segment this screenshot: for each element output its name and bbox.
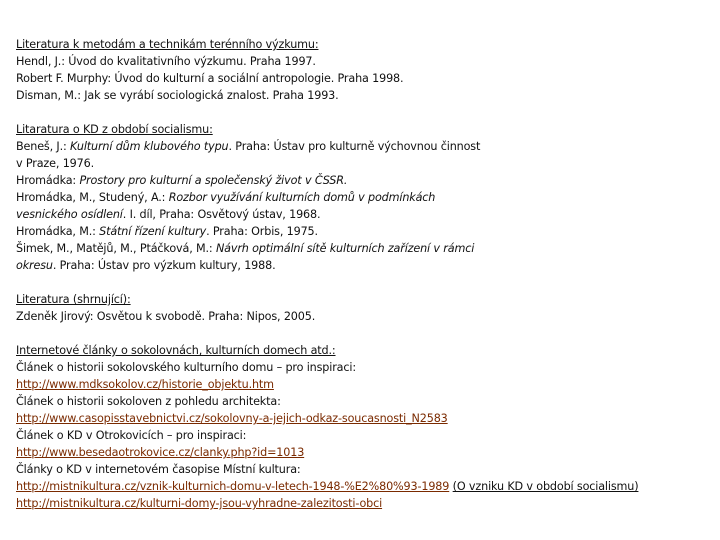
section-summary-literature xyxy=(16,291,706,325)
literature-document xyxy=(16,36,706,529)
article-link-otrokovice[interactable]: http://www.besedaotrokovice.cz/clanky.php?id=1013 xyxy=(16,446,305,459)
section-heading: Internetové články o sokolovnách, kulturních domech atd.: xyxy=(16,344,336,357)
article-description: Článek o KD v Otrokovicích – pro inspiraci: xyxy=(16,429,247,442)
section-internet-articles xyxy=(16,342,706,512)
article-description: Článek o historii sokoloven z pohledu architekta: xyxy=(16,395,281,408)
reference-title: Státní řízení kultury xyxy=(99,225,207,238)
reference-line xyxy=(16,240,706,257)
reference-line: Zdeněk Jirový: Osvětou k svobodě. Praha: Nipos, 2005. xyxy=(16,310,316,323)
reference-line xyxy=(16,172,706,189)
reference-publisher: . Praha: Ústav pro výzkum kultury, 1988. xyxy=(52,259,276,272)
reference-author: Beneš, J.: xyxy=(16,140,71,153)
reference-publisher: . I. díl, Praha: Osvětový ústav, 1968. xyxy=(122,208,321,221)
reference-publisher: . Praha: Orbis, 1975. xyxy=(206,225,318,238)
reference-line xyxy=(16,138,706,155)
article-link-stavebnictvi[interactable]: http://www.casopisstavebnictvi.cz/sokolovny-a-jejich-odkaz-soucasnosti_N2583 xyxy=(16,412,448,425)
article-link-mistnikultura-obce[interactable]: http://mistnikultura.cz/kulturni-domy-jsou-vyhradne-zalezitosti-obci xyxy=(16,497,383,510)
reference-line xyxy=(16,189,706,206)
reference-line xyxy=(16,223,706,240)
section-heading: Literatura k metodám a technikám terénního výzkumu: xyxy=(16,38,319,51)
reference-line: Hendl, J.: Úvod do kvalitativního výzkumu. Praha 1997. xyxy=(16,55,316,68)
reference-author: Hromádka, M., Studený, A.: xyxy=(16,191,169,204)
reference-line: Disman, M.: Jak se vyrábí sociologická znalost. Praha 1993. xyxy=(16,89,339,102)
article-link-note[interactable]: (O vzniku KD v období socialismu) xyxy=(452,480,639,493)
reference-line-continued: v Praze, 1976. xyxy=(16,157,94,170)
section-heading: Litaratura o KD z období socialismu: xyxy=(16,123,213,136)
reference-author: Hromádka: xyxy=(16,174,80,187)
reference-title: vesnického osídlení xyxy=(16,208,123,221)
reference-title: Kulturní dům klubového typu xyxy=(70,140,229,153)
reference-title: Prostory pro kulturní a společenský život v ČSSR. xyxy=(79,174,348,187)
reference-line-continued xyxy=(16,206,706,223)
reference-title: okresu xyxy=(16,259,53,272)
reference-author: Šimek, M., Matějů, M., Ptáčková, M.: xyxy=(16,242,216,255)
article-description: Článek o historii sokolovského kulturního domu – pro inspiraci: xyxy=(16,361,356,374)
reference-author: Hromádka, M.: xyxy=(16,225,100,238)
article-link-sokolov[interactable]: http://www.mdksokolov.cz/historie_objektu.htm xyxy=(16,378,274,391)
article-link-mistnikultura-vznik[interactable]: http://mistnikultura.cz/vznik-kulturnich-domu-v-letech-1948-%E2%80%93-1989 xyxy=(16,480,450,493)
article-description: Články o KD v internetovém časopise Místní kultura: xyxy=(16,463,301,476)
section-methods-literature xyxy=(16,36,706,104)
reference-publisher: . Praha: Ústav pro kulturně výchovnou činnost xyxy=(228,140,481,153)
reference-title: Návrh optimální sítě kulturních zařízení v rámci xyxy=(215,242,475,255)
reference-line-continued xyxy=(16,257,706,274)
section-socialism-literature xyxy=(16,121,706,274)
reference-title: Rozbor využívání kulturních domů v podmínkách xyxy=(168,191,436,204)
reference-line: Robert F. Murphy: Úvod do kulturní a sociální antropologie. Praha 1998. xyxy=(16,72,404,85)
section-heading: Literatura (shrnující): xyxy=(16,293,131,306)
